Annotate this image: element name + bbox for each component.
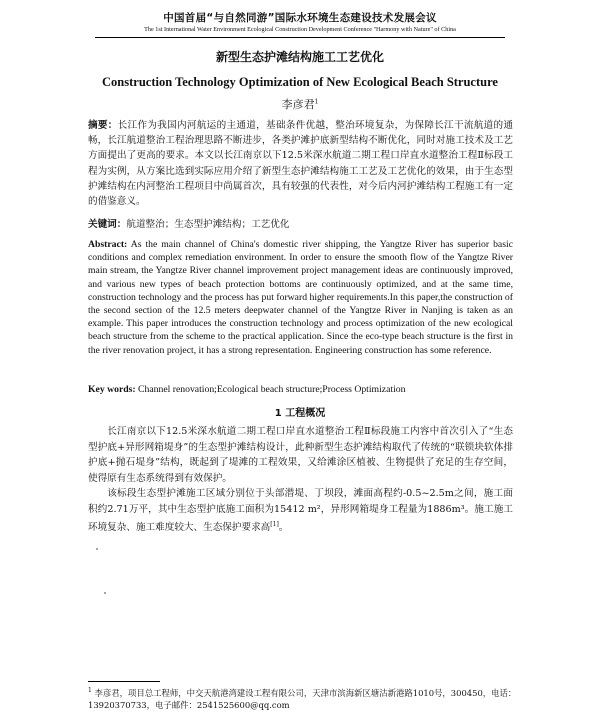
section-1-paragraph-2-end: 。 — [278, 522, 289, 534]
abstract-en-label: Abstract: — [88, 239, 128, 250]
abstract-en-text: As the main channel of China's domestic river shipping, the Yangtze River has superior basic conditions and complex remediation environment. In order to ensure the smooth flow of the Yangtze River main stream, the Yangtze River channel improvement project management ideas are continuously improved, and various new types of beach protection bottoms are continuously optimized, and at the same time, construction technology and the process has put forward higher requirements.In this paper,the construction of the second section of the 12.5 meters deepwater channel of the Yangtze River in Nanjing is taken as an example. This paper introduces the construction technology and process optimization of the new ecological beach structure from the scheme to the practical application. Since the eco-type beach structure is the first in the river renovation project, it has a strong representation. Engineering construction has some reference. — [88, 239, 513, 356]
abstract-cn — [88, 118, 513, 209]
footnote-rule — [88, 681, 160, 682]
keywords-cn-label: 关键词： — [88, 219, 127, 230]
keywords-cn — [88, 217, 513, 232]
abstract-cn-text: 长江作为我国内河航运的主通道，基础条件优越，整治环境复杂，为保障长江干流航道的通畅，长江航道整治工程治理思路不断进步，各类护滩护底新型结构不断优化，同时对施工技术及工艺方面提出了更高的要求。本文以长江南京以下12.5米深水航道二期工程口岸直水道整治工程Ⅱ标段工程为实例，从方案比选到实际应用介绍了新型生态护滩结构施工工艺及工艺优化的效果，由于生态型护滩结构在内河整治工程项目中尚属首次，具有较强的代表性，对今后内河护滩结构工程施工有一定的借鉴意义。 — [88, 120, 513, 208]
author-footnote-mark: 1 — [314, 98, 319, 106]
abstract-cn-label: 摘要： — [88, 120, 118, 131]
author-footnote — [88, 685, 528, 712]
keywords-en-label: Key words: — [88, 384, 136, 395]
keywords-cn-text: 航道整治；生态型护滩结构；工艺优化 — [126, 219, 290, 230]
abstract-en — [88, 238, 513, 357]
header-rule — [95, 37, 505, 38]
scan-speck — [104, 592, 106, 594]
section-1-paragraph-1: 长江南京以下12.5米深水航道二期工程口岸直水道整治工程Ⅱ标段施工内容中首次引入了“生态型护底+异形网箱堤身”的生态型护滩结构设计，此种新型生态护滩结构取代了传统的“联锁块软体排护底+抛石堤身”结构，既起到了堤滩的工程效果，又给滩涂区植被、生物提供了充足的生存空间，使得原有生态系统得到有效保护。 — [88, 426, 513, 484]
section-1-paragraph-2-text: 该标段生态型护滩施工区域分别位于头部潜堤、丁坝段，滩面高程约-0.5~2.5m之间，施工面积约2.71万平，其中生态型护底施工面积为15412 m²，异形网箱堤身工程量为1886m³。施工施工环境复杂、施工难度较大、生态保护要求高 — [88, 488, 513, 534]
scan-speck — [96, 548, 98, 550]
section-1-title: 1 工程概况 — [274, 408, 326, 419]
author-name: 李彦君 — [281, 98, 315, 111]
keywords-en-text: Channel renovation;Ecological beach structure;Process Optimization — [138, 384, 406, 395]
conference-title-cn: 中国首届“与自然同游”国际水环境生态建设技术发展会议 — [163, 12, 437, 24]
paper-title-cn: 新型生态护滩结构施工工艺优化 — [215, 50, 384, 64]
conference-title-en: The 1st International Water Environment Ecological Construction Development Conference "Harmony with Nature" of China — [144, 26, 456, 33]
author-line — [0, 96, 600, 112]
paper-title-en: Construction Technology Optimization of New Ecological Beach Structure — [102, 75, 498, 89]
footnote-text: 李彦君，项目总工程师，中交天航港湾建设工程有限公司，天津市滨海新区塘沽新港路1010号，300450，电话：13920370733，电子邮件：2541525600@qq.com — [88, 687, 517, 711]
footnote-mark: 1 — [88, 687, 92, 694]
citation-mark: [1] — [270, 521, 279, 528]
keywords-en — [88, 383, 513, 396]
section-1-paragraph-2 — [88, 486, 513, 536]
